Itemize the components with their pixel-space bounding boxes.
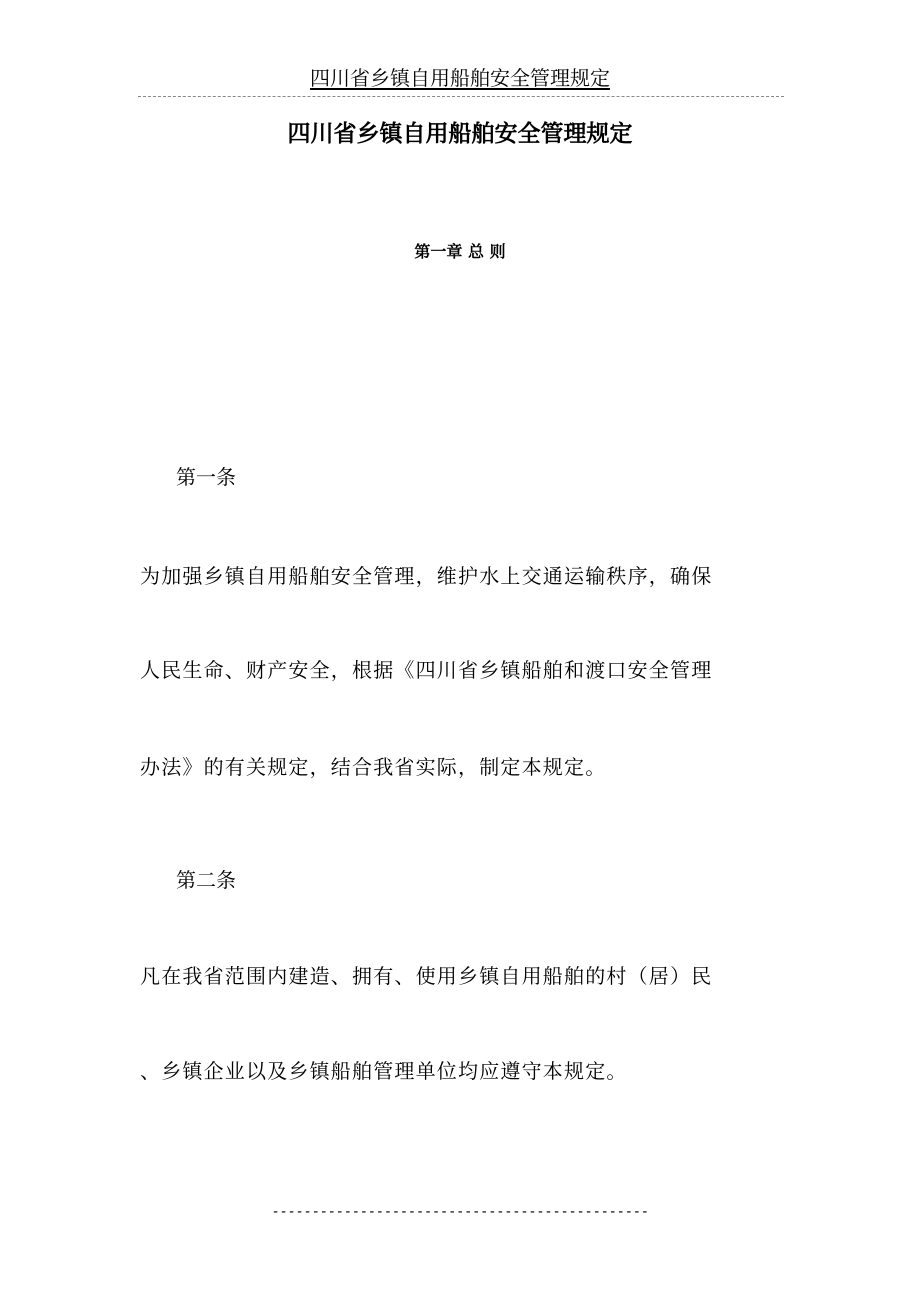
article-text-line: 为加强乡镇自用船舶安全管理，维护水上交通运输秩序，确保 — [140, 564, 713, 588]
article-text-line: 凡在我省范围内建造、拥有、使用乡镇自用船舶的村（居）民 — [140, 964, 713, 988]
footer-dashed-rule: ----------------------------------------------- — [271, 1204, 649, 1220]
chapter-title: 第一章 总 则 — [414, 242, 506, 261]
article-text-line: 办法》的有关规定，结合我省实际，制定本规定。 — [140, 755, 607, 779]
document-title: 四川省乡镇自用船舶安全管理规定 — [287, 121, 633, 147]
header-divider — [138, 96, 784, 97]
running-header-title: 四川省乡镇自用船舶安全管理规定 — [310, 66, 610, 90]
article-heading: 第一条 — [176, 465, 236, 489]
article-heading: 第二条 — [176, 868, 236, 892]
article-text-line: 人民生命、财产安全，根据《四川省乡镇船舶和渡口安全管理 — [140, 658, 713, 682]
article-text-line: 、乡镇企业以及乡镇船舶管理单位均应遵守本规定。 — [140, 1059, 628, 1083]
